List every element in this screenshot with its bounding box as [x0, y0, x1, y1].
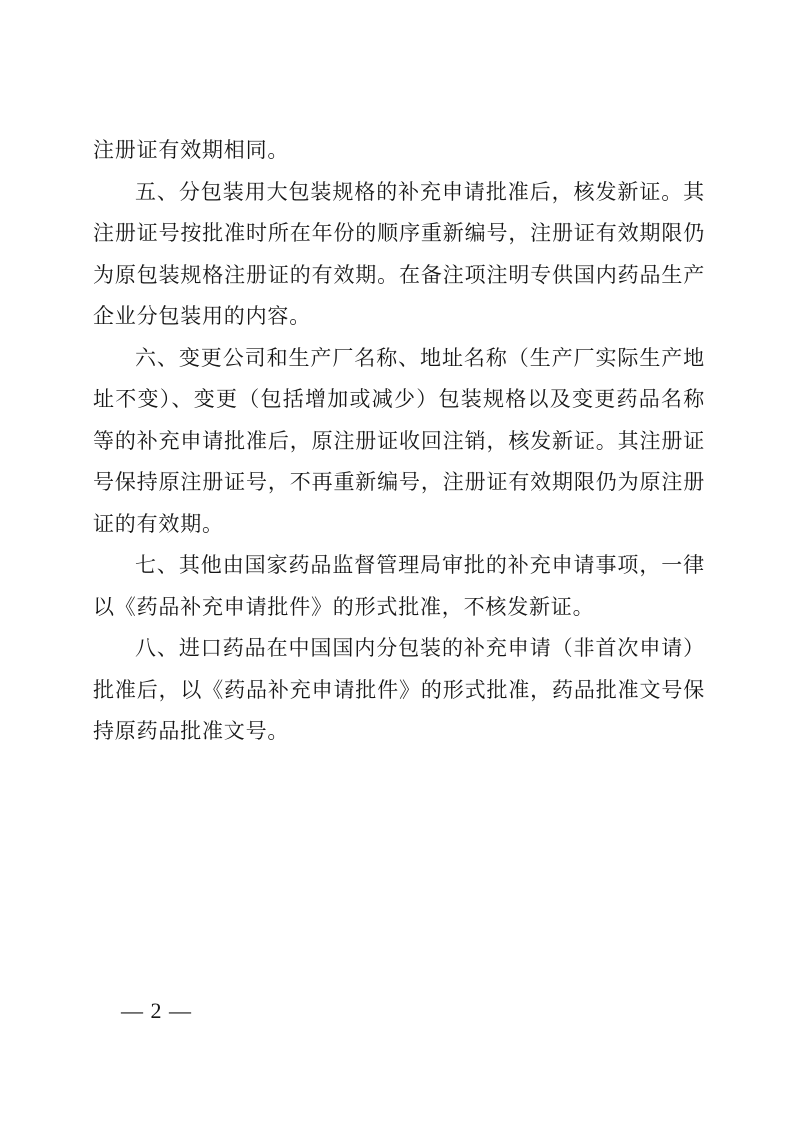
paragraph-item-5: 五、分包装用大包装规格的补充申请批准后，核发新证。其注册证号按批准时所在年份的顺序重新编号，注册证有效期限仍为原包装规格注册证的有效期。在备注项注明专供国内药品生产企业分包装用的内容。 — [93, 179, 705, 328]
paragraph-item-8: 八、进口药品在中国国内分包装的补充申请（非首次申请）批准后，以《药品补充申请批件》的形式批准，药品批准文号保持原药品批准文号。 — [93, 636, 705, 743]
page-number: — 2 — — [121, 998, 192, 1023]
paragraph-item-7: 七、其他由国家药品监督管理局审批的补充申请事项，一律以《药品补充申请批件》的形式批准，不核发新证。 — [93, 553, 705, 619]
paragraph-item-6: 六、变更公司和生产厂名称、地址名称（生产厂实际生产地址不变）、变更（包括增加或减少）包装规格以及变更药品名称等的补充申请批准后，原注册证收回注销，核发新证。其注册证号保持原注册证号，不再重新编号，注册证有效期限仍为原注册证的有效期。 — [93, 345, 705, 536]
document-body — [93, 130, 705, 753]
paragraph-continuation: 注册证有效期相同。 — [93, 138, 290, 162]
